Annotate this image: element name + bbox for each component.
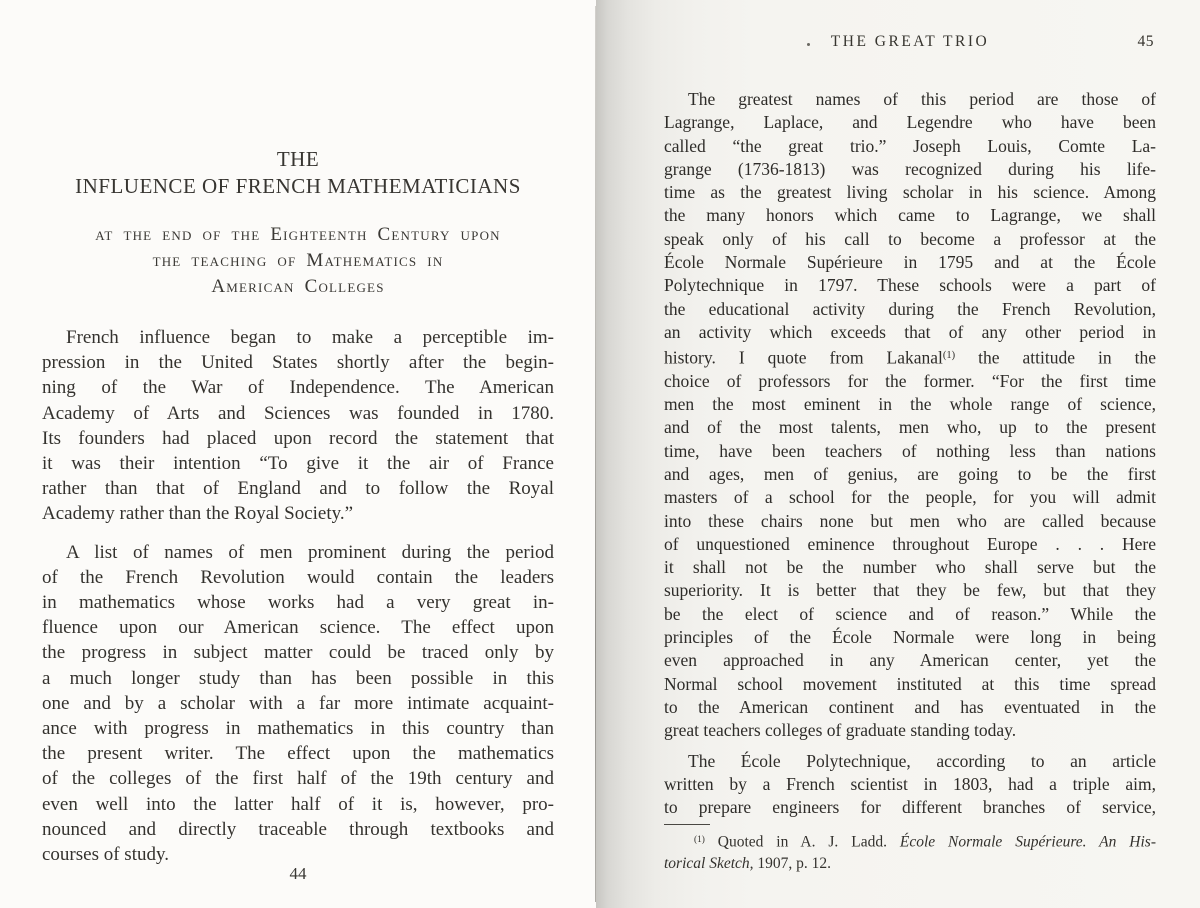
text-line: ance with progress in mathematics in this country than (42, 718, 554, 740)
text-segment: 1907, p. 12. (753, 854, 832, 872)
footnote-marker: (1) (942, 350, 956, 362)
text-line: time, have been teachers of nothing less than nations (664, 440, 1156, 461)
right-page-body (664, 88, 1156, 819)
left-page-body (42, 325, 554, 867)
text-line: of unquestioned eminence throughout Europe . . . Here (664, 533, 1156, 554)
text-line: into these chairs none but men who are called because (664, 510, 1156, 531)
text-line: courses of study. (42, 844, 169, 866)
text-line: École Normale Supérieure in 1795 and at the École (664, 252, 1156, 273)
paragraph (664, 750, 1156, 820)
text-segment: history. I quote from Lakanal (664, 347, 943, 368)
text-line: the progress in subject matter could be traced only by (42, 642, 554, 664)
text-line: it was their intention “To give it the air of France (42, 453, 554, 475)
chapter-title-line: THE (276, 147, 320, 171)
text-line: even approached in any American center, yet the (664, 650, 1156, 671)
text-line: Academy of Arts and Sciences was founded in 1780. (42, 402, 554, 424)
chapter-subtitle-line: American Colleges (211, 276, 385, 297)
text-line: Polytechnique in 1797. These schools were a part of (664, 275, 1156, 296)
paragraph (42, 325, 554, 527)
text-line: Normal school movement instituted at this time spread (664, 673, 1156, 694)
footnote-marker: (1) (694, 835, 705, 846)
text-line: of the colleges of the first half of the 19th century and (42, 768, 554, 790)
page-gutter-line (595, 6, 596, 902)
left-page-content (42, 0, 554, 867)
paragraph (42, 540, 554, 868)
text-line: ning of the War of Independence. The American (42, 377, 554, 399)
text-line: masters of a school for the people, for you will admit (664, 487, 1156, 508)
text-line: a much longer study than has been possible in this (42, 667, 554, 689)
text-line: be the elect of science and of reason.” While the (664, 603, 1156, 624)
text-line: Academy rather than the Royal Society.” (42, 503, 354, 525)
right-page-content (664, 0, 1156, 874)
text-line: A list of names of men prominent during the period (66, 541, 554, 563)
text-line: choice of professors for the former. “For the first time (664, 370, 1156, 391)
footnote-rule (664, 824, 710, 825)
text-segment: torical Sketch, (664, 854, 754, 872)
text-line: Lagrange, Laplace, and Legendre who have been (664, 112, 1156, 133)
text-line: an activity which exceeds that of any other period in (664, 321, 1156, 342)
text-segment: Quoted in A. J. Ladd. (704, 834, 900, 852)
text-line: time as the greatest living scholar in his science. Among (664, 182, 1156, 203)
text-line: grange (1736-1813) was recognized during his life- (664, 158, 1156, 179)
chapter-title (42, 146, 554, 200)
text-line: fluence upon our American science. The effect upon (42, 617, 554, 639)
right-page (596, 0, 1200, 908)
page-number-left: 44 (289, 864, 307, 883)
text-segment: École Normale Supérieure. An His- (899, 834, 1156, 852)
text-line: even well into the latter half of it is, however, pro- (42, 793, 554, 815)
chapter-subtitle-line: at the end of the Eighteenth Century upon (95, 224, 501, 245)
text-line: men the most eminent in the whole range of science, (664, 394, 1156, 415)
text-line: great teachers colleges of graduate standing today. (664, 720, 1017, 741)
paragraph (664, 88, 1156, 743)
text-line (664, 344, 1156, 370)
chapter-subtitle-line: the teaching of Mathematics in (152, 250, 444, 271)
text-line: written by a French scientist in 1803, had a triple aim, (664, 773, 1156, 794)
text-line: to prepare engineers for different branches of service, (664, 797, 1156, 818)
text-segment: the attitude in the (955, 347, 1156, 368)
text-line: The greatest names of this period are those of (688, 89, 1156, 109)
text-line (664, 854, 1156, 875)
running-header (664, 33, 1156, 55)
text-line: the many honors which came to Lagrange, we shall (664, 205, 1156, 226)
text-line: of the French Revolution would contain the leaders (42, 566, 554, 588)
text-line: and of the most talents, men who, up to the present (664, 417, 1156, 438)
text-line (664, 830, 1156, 853)
text-line: pression in the United States shortly after the begin- (42, 352, 554, 374)
running-header-title: THE GREAT TRIO (830, 33, 990, 50)
footnote (664, 830, 1156, 874)
text-line: and ages, men of genius, are going to be the first (664, 464, 1156, 484)
text-line: it shall not be the number who shall serve but the (664, 557, 1156, 578)
text-line: the educational activity during the French Revolution, (664, 298, 1156, 319)
text-line: one and by a scholar with a far more intimate acquaint- (42, 692, 554, 714)
chapter-subtitle (42, 222, 554, 300)
text-line: in mathematics whose works had a very great in- (42, 592, 554, 614)
text-line: rather than that of England and to follow the Royal (42, 478, 554, 500)
left-page (0, 0, 596, 908)
text-line: Its founders had placed upon record the statement that (42, 427, 554, 449)
text-line: to the American continent and has eventuated in the (664, 696, 1156, 717)
page-number-right: 45 (1137, 33, 1154, 50)
text-line: The École Polytechnique, according to an article (688, 750, 1156, 771)
text-line: principles of the École Normale were long in being (664, 627, 1156, 648)
text-line: called “the great trio.” Joseph Louis, Comte La- (664, 135, 1156, 156)
text-line: nounced and directly traceable through textbooks and (42, 818, 554, 840)
text-line: speak only of his call to become a professor at the (664, 228, 1156, 249)
chapter-title-line: INFLUENCE OF FRENCH MATHEMATICIANS (75, 174, 521, 198)
text-line: the present writer. The effect upon the mathematics (42, 743, 554, 765)
text-line: French influence began to make a perceptible im- (66, 327, 554, 348)
paragraph (664, 830, 1156, 874)
text-line: superiority. It is better that they be few, but that they (664, 580, 1156, 601)
